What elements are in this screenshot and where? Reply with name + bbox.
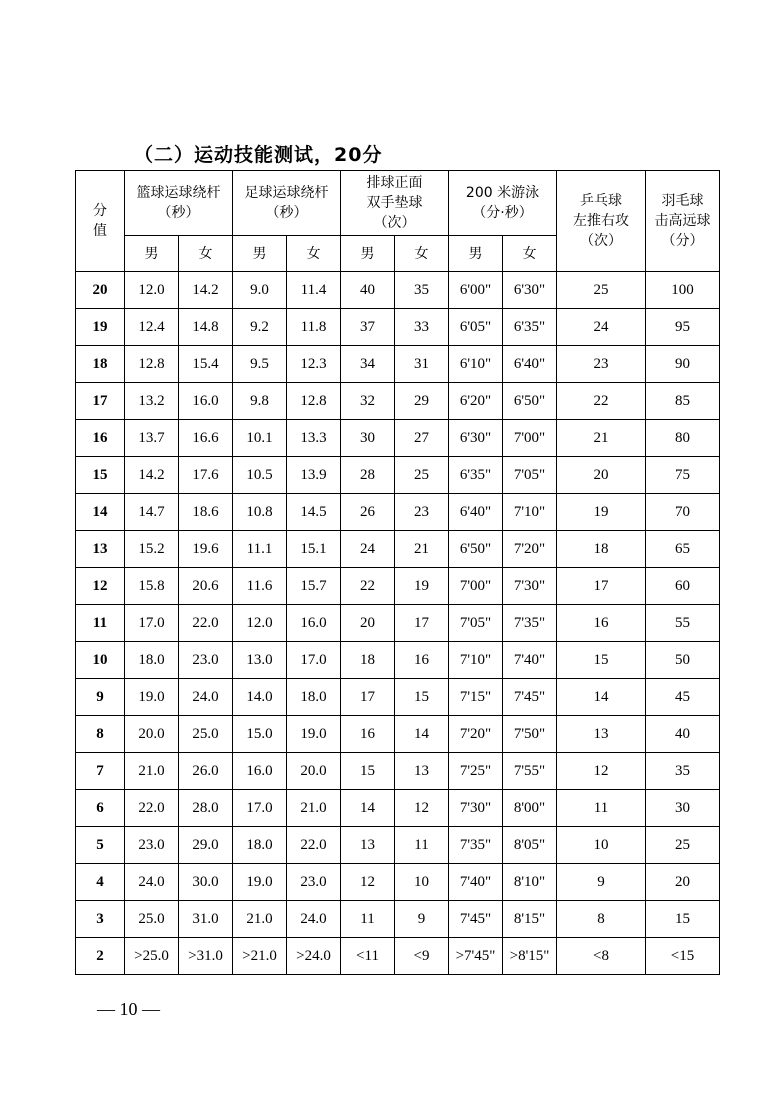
table-cell: 13.7 bbox=[125, 420, 179, 457]
table-cell: 40 bbox=[341, 272, 395, 309]
table-cell: 11.8 bbox=[287, 309, 341, 346]
table-cell: 13.3 bbox=[287, 420, 341, 457]
table-cell: 19.0 bbox=[125, 679, 179, 716]
table-cell: <9 bbox=[395, 938, 449, 975]
table-cell: 15 bbox=[395, 679, 449, 716]
scoring-table bbox=[75, 170, 720, 975]
table-cell: 16.0 bbox=[179, 383, 233, 420]
table-row bbox=[76, 346, 720, 383]
table-cell: 6'40" bbox=[503, 346, 557, 383]
table-cell: 11.6 bbox=[233, 568, 287, 605]
table-cell: 15 bbox=[557, 642, 646, 679]
table-cell: >31.0 bbox=[179, 938, 233, 975]
table-cell: 6'10" bbox=[449, 346, 503, 383]
table-cell: 14 bbox=[557, 679, 646, 716]
table-cell: 75 bbox=[646, 457, 720, 494]
table-cell: 11.1 bbox=[233, 531, 287, 568]
table-cell: 12 bbox=[395, 790, 449, 827]
table-cell: 24 bbox=[341, 531, 395, 568]
table-cell: 11.4 bbox=[287, 272, 341, 309]
table-cell: 20.0 bbox=[287, 753, 341, 790]
table-cell: 50 bbox=[646, 642, 720, 679]
table-cell: 7'40" bbox=[449, 864, 503, 901]
table-cell: 90 bbox=[646, 346, 720, 383]
table-cell: 40 bbox=[646, 716, 720, 753]
table-cell: 7'05" bbox=[503, 457, 557, 494]
table-row bbox=[76, 901, 720, 938]
table-cell: 14.2 bbox=[179, 272, 233, 309]
score-cell: 20 bbox=[76, 272, 125, 309]
table-row bbox=[76, 568, 720, 605]
score-cell: 19 bbox=[76, 309, 125, 346]
table-cell: 31 bbox=[395, 346, 449, 383]
table-cell: 17.6 bbox=[179, 457, 233, 494]
table-cell: 27 bbox=[395, 420, 449, 457]
table-cell: 29 bbox=[395, 383, 449, 420]
table-cell: 20 bbox=[341, 605, 395, 642]
header-female: 女 bbox=[287, 236, 341, 272]
table-row bbox=[76, 494, 720, 531]
score-cell: 8 bbox=[76, 716, 125, 753]
table-cell: 18.6 bbox=[179, 494, 233, 531]
table-cell: 7'05" bbox=[449, 605, 503, 642]
score-cell: 11 bbox=[76, 605, 125, 642]
table-cell: 6'00" bbox=[449, 272, 503, 309]
table-cell: 7'30" bbox=[449, 790, 503, 827]
table-row bbox=[76, 716, 720, 753]
table-cell: 7'30" bbox=[503, 568, 557, 605]
table-cell: 60 bbox=[646, 568, 720, 605]
table-cell: 7'40" bbox=[503, 642, 557, 679]
table-cell: 28 bbox=[341, 457, 395, 494]
table-cell: 9 bbox=[557, 864, 646, 901]
score-cell: 9 bbox=[76, 679, 125, 716]
table-cell: 12 bbox=[341, 864, 395, 901]
table-cell: 16 bbox=[341, 716, 395, 753]
header-female: 女 bbox=[395, 236, 449, 272]
header-female: 女 bbox=[179, 236, 233, 272]
table-cell: 19.6 bbox=[179, 531, 233, 568]
table-cell: 23.0 bbox=[179, 642, 233, 679]
score-cell: 7 bbox=[76, 753, 125, 790]
table-cell: 16.0 bbox=[287, 605, 341, 642]
table-cell: 23.0 bbox=[125, 827, 179, 864]
table-cell: >24.0 bbox=[287, 938, 341, 975]
score-cell: 5 bbox=[76, 827, 125, 864]
table-cell: 6'50" bbox=[503, 383, 557, 420]
table-cell: 7'45" bbox=[449, 901, 503, 938]
table-cell: 16.6 bbox=[179, 420, 233, 457]
table-cell: 7'35" bbox=[449, 827, 503, 864]
table-cell: 7'45" bbox=[503, 679, 557, 716]
table-cell: 18.0 bbox=[125, 642, 179, 679]
table-cell: 17 bbox=[341, 679, 395, 716]
table-cell: 85 bbox=[646, 383, 720, 420]
table-cell: >25.0 bbox=[125, 938, 179, 975]
score-cell: 2 bbox=[76, 938, 125, 975]
table-cell: 6'20" bbox=[449, 383, 503, 420]
table-cell: 12.3 bbox=[287, 346, 341, 383]
table-cell: 12 bbox=[557, 753, 646, 790]
score-cell: 16 bbox=[76, 420, 125, 457]
table-cell: 12.8 bbox=[125, 346, 179, 383]
score-cell: 14 bbox=[76, 494, 125, 531]
table-cell: <15 bbox=[646, 938, 720, 975]
table-cell: 35 bbox=[646, 753, 720, 790]
table-cell: 16 bbox=[557, 605, 646, 642]
table-cell: 45 bbox=[646, 679, 720, 716]
table-cell: 11 bbox=[395, 827, 449, 864]
table-cell: 15.4 bbox=[179, 346, 233, 383]
table-cell: 18.0 bbox=[233, 827, 287, 864]
table-row bbox=[76, 605, 720, 642]
table-cell: 14 bbox=[341, 790, 395, 827]
table-cell: 15.8 bbox=[125, 568, 179, 605]
table-row bbox=[76, 420, 720, 457]
table-cell: 6'40" bbox=[449, 494, 503, 531]
table-cell: 10.8 bbox=[233, 494, 287, 531]
table-cell: 10 bbox=[557, 827, 646, 864]
table-cell: 12.4 bbox=[125, 309, 179, 346]
table-cell: 13.2 bbox=[125, 383, 179, 420]
table-cell: 6'35" bbox=[449, 457, 503, 494]
table-cell: 6'05" bbox=[449, 309, 503, 346]
table-row bbox=[76, 864, 720, 901]
table-cell: 10.5 bbox=[233, 457, 287, 494]
score-cell: 17 bbox=[76, 383, 125, 420]
header-male: 男 bbox=[125, 236, 179, 272]
score-cell: 10 bbox=[76, 642, 125, 679]
table-cell: 14.0 bbox=[233, 679, 287, 716]
table-cell: 8'05" bbox=[503, 827, 557, 864]
table-cell: 13 bbox=[395, 753, 449, 790]
table-cell: 8 bbox=[557, 901, 646, 938]
table-cell: >21.0 bbox=[233, 938, 287, 975]
table-cell: <8 bbox=[557, 938, 646, 975]
table-cell: 12.8 bbox=[287, 383, 341, 420]
table-cell: 9.2 bbox=[233, 309, 287, 346]
table-cell: 12.0 bbox=[125, 272, 179, 309]
table-cell: 15.2 bbox=[125, 531, 179, 568]
table-cell: 21.0 bbox=[125, 753, 179, 790]
table-cell: 6'30" bbox=[503, 272, 557, 309]
table-cell: 25.0 bbox=[125, 901, 179, 938]
table-cell: 22.0 bbox=[125, 790, 179, 827]
table-cell: 14.8 bbox=[179, 309, 233, 346]
table-cell: 7'55" bbox=[503, 753, 557, 790]
table-cell: 8'10" bbox=[503, 864, 557, 901]
table-cell: 7'00" bbox=[449, 568, 503, 605]
table-cell: 18 bbox=[341, 642, 395, 679]
table-cell: 35 bbox=[395, 272, 449, 309]
table-cell: <11 bbox=[341, 938, 395, 975]
table-cell: 20 bbox=[557, 457, 646, 494]
table-cell: 26.0 bbox=[179, 753, 233, 790]
table-cell: >8'15" bbox=[503, 938, 557, 975]
table-cell: 8'00" bbox=[503, 790, 557, 827]
table-cell: 22 bbox=[557, 383, 646, 420]
table-cell: 13 bbox=[341, 827, 395, 864]
table-cell: 14.2 bbox=[125, 457, 179, 494]
table-cell: 19.0 bbox=[287, 716, 341, 753]
header-row-top bbox=[76, 171, 720, 236]
table-cell: 17 bbox=[557, 568, 646, 605]
table-cell: 21 bbox=[395, 531, 449, 568]
table-cell: 24.0 bbox=[179, 679, 233, 716]
table-cell: 15.0 bbox=[233, 716, 287, 753]
table-cell: 18 bbox=[557, 531, 646, 568]
header-volleyball: 排球正面 双手垫球 （次） bbox=[341, 171, 449, 236]
table-row bbox=[76, 272, 720, 309]
table-cell: 17.0 bbox=[233, 790, 287, 827]
table-cell: 7'10" bbox=[503, 494, 557, 531]
table-cell: 9.5 bbox=[233, 346, 287, 383]
table-cell: 14 bbox=[395, 716, 449, 753]
table-cell: 33 bbox=[395, 309, 449, 346]
table-cell: 6'35" bbox=[503, 309, 557, 346]
table-cell: 15 bbox=[646, 901, 720, 938]
table-cell: 22 bbox=[341, 568, 395, 605]
table-cell: 70 bbox=[646, 494, 720, 531]
header-male: 男 bbox=[449, 236, 503, 272]
table-cell: 7'10" bbox=[449, 642, 503, 679]
header-female: 女 bbox=[503, 236, 557, 272]
table-cell: 9.0 bbox=[233, 272, 287, 309]
table-cell: 7'00" bbox=[503, 420, 557, 457]
header-male: 男 bbox=[233, 236, 287, 272]
table-cell: 20.6 bbox=[179, 568, 233, 605]
table-cell: 30 bbox=[341, 420, 395, 457]
table-body bbox=[76, 272, 720, 975]
table-cell: 7'35" bbox=[503, 605, 557, 642]
table-cell: 14.5 bbox=[287, 494, 341, 531]
score-cell: 6 bbox=[76, 790, 125, 827]
table-cell: 6'30" bbox=[449, 420, 503, 457]
table-cell: 21 bbox=[557, 420, 646, 457]
table-row bbox=[76, 383, 720, 420]
table-cell: 9.8 bbox=[233, 383, 287, 420]
table-cell: 20.0 bbox=[125, 716, 179, 753]
table-cell: 20 bbox=[646, 864, 720, 901]
score-cell: 3 bbox=[76, 901, 125, 938]
header-badminton: 羽毛球 击高远球 （分） bbox=[646, 171, 720, 272]
table-cell: 21.0 bbox=[287, 790, 341, 827]
table-cell: 17.0 bbox=[125, 605, 179, 642]
table-cell: 25 bbox=[557, 272, 646, 309]
table-cell: 10.1 bbox=[233, 420, 287, 457]
score-cell: 4 bbox=[76, 864, 125, 901]
page-number: — 10 — bbox=[97, 999, 160, 1019]
table-cell: 19 bbox=[395, 568, 449, 605]
table-cell: 95 bbox=[646, 309, 720, 346]
header-swim: 200 米游泳 （分·秒） bbox=[449, 171, 557, 236]
score-cell: 18 bbox=[76, 346, 125, 383]
table-cell: 15 bbox=[341, 753, 395, 790]
header-basketball: 篮球运球绕杆 （秒） bbox=[125, 171, 233, 236]
table-cell: 13.9 bbox=[287, 457, 341, 494]
table-cell: 22.0 bbox=[287, 827, 341, 864]
table-cell: 19.0 bbox=[233, 864, 287, 901]
table-cell: 55 bbox=[646, 605, 720, 642]
table-cell: 25.0 bbox=[179, 716, 233, 753]
table-cell: 18.0 bbox=[287, 679, 341, 716]
table-row bbox=[76, 827, 720, 864]
table-cell: 7'20" bbox=[503, 531, 557, 568]
table-cell: 23.0 bbox=[287, 864, 341, 901]
table-cell: 34 bbox=[341, 346, 395, 383]
table-cell: 32 bbox=[341, 383, 395, 420]
table-row bbox=[76, 309, 720, 346]
table-cell: 23 bbox=[557, 346, 646, 383]
table-cell: 16.0 bbox=[233, 753, 287, 790]
table-cell: 7'15" bbox=[449, 679, 503, 716]
table-cell: 12.0 bbox=[233, 605, 287, 642]
table-cell: 24.0 bbox=[287, 901, 341, 938]
section-title: （二）运动技能测试，20分 bbox=[134, 144, 383, 166]
header-male: 男 bbox=[341, 236, 395, 272]
table-cell: 23 bbox=[395, 494, 449, 531]
table-row bbox=[76, 938, 720, 975]
table-cell: 10 bbox=[395, 864, 449, 901]
table-cell: 9 bbox=[395, 901, 449, 938]
table-cell: 24.0 bbox=[125, 864, 179, 901]
table-cell: 17.0 bbox=[287, 642, 341, 679]
table-row bbox=[76, 531, 720, 568]
table-row bbox=[76, 790, 720, 827]
table-cell: 7'50" bbox=[503, 716, 557, 753]
table-cell: 29.0 bbox=[179, 827, 233, 864]
table-cell: 13.0 bbox=[233, 642, 287, 679]
table-cell: 15.1 bbox=[287, 531, 341, 568]
table-cell: 11 bbox=[341, 901, 395, 938]
table-cell: 100 bbox=[646, 272, 720, 309]
table-row bbox=[76, 642, 720, 679]
table-cell: 11 bbox=[557, 790, 646, 827]
table-cell: 25 bbox=[646, 827, 720, 864]
score-cell: 15 bbox=[76, 457, 125, 494]
table-cell: 6'50" bbox=[449, 531, 503, 568]
table-cell: 19 bbox=[557, 494, 646, 531]
table-cell: 30 bbox=[646, 790, 720, 827]
table-cell: 7'25" bbox=[449, 753, 503, 790]
score-cell: 13 bbox=[76, 531, 125, 568]
table-cell: 28.0 bbox=[179, 790, 233, 827]
header-score: 分 值 bbox=[76, 171, 125, 272]
table-cell: 25 bbox=[395, 457, 449, 494]
table-cell: 30.0 bbox=[179, 864, 233, 901]
table-cell: 21.0 bbox=[233, 901, 287, 938]
table-cell: 24 bbox=[557, 309, 646, 346]
table-cell: 15.7 bbox=[287, 568, 341, 605]
header-football: 足球运球绕杆 （秒） bbox=[233, 171, 341, 236]
table-cell: 17 bbox=[395, 605, 449, 642]
table-row bbox=[76, 457, 720, 494]
header-pingpong: 乒乓球 左推右攻 （次） bbox=[557, 171, 646, 272]
table-cell: 14.7 bbox=[125, 494, 179, 531]
table-cell: 8'15" bbox=[503, 901, 557, 938]
table-row bbox=[76, 679, 720, 716]
table-cell: 37 bbox=[341, 309, 395, 346]
table-cell: 16 bbox=[395, 642, 449, 679]
table-cell: 80 bbox=[646, 420, 720, 457]
score-cell: 12 bbox=[76, 568, 125, 605]
table-cell: 65 bbox=[646, 531, 720, 568]
table-cell: 26 bbox=[341, 494, 395, 531]
table-cell: 7'20" bbox=[449, 716, 503, 753]
table-row bbox=[76, 753, 720, 790]
table-cell: 13 bbox=[557, 716, 646, 753]
table-cell: >7'45" bbox=[449, 938, 503, 975]
table-cell: 31.0 bbox=[179, 901, 233, 938]
table-cell: 22.0 bbox=[179, 605, 233, 642]
